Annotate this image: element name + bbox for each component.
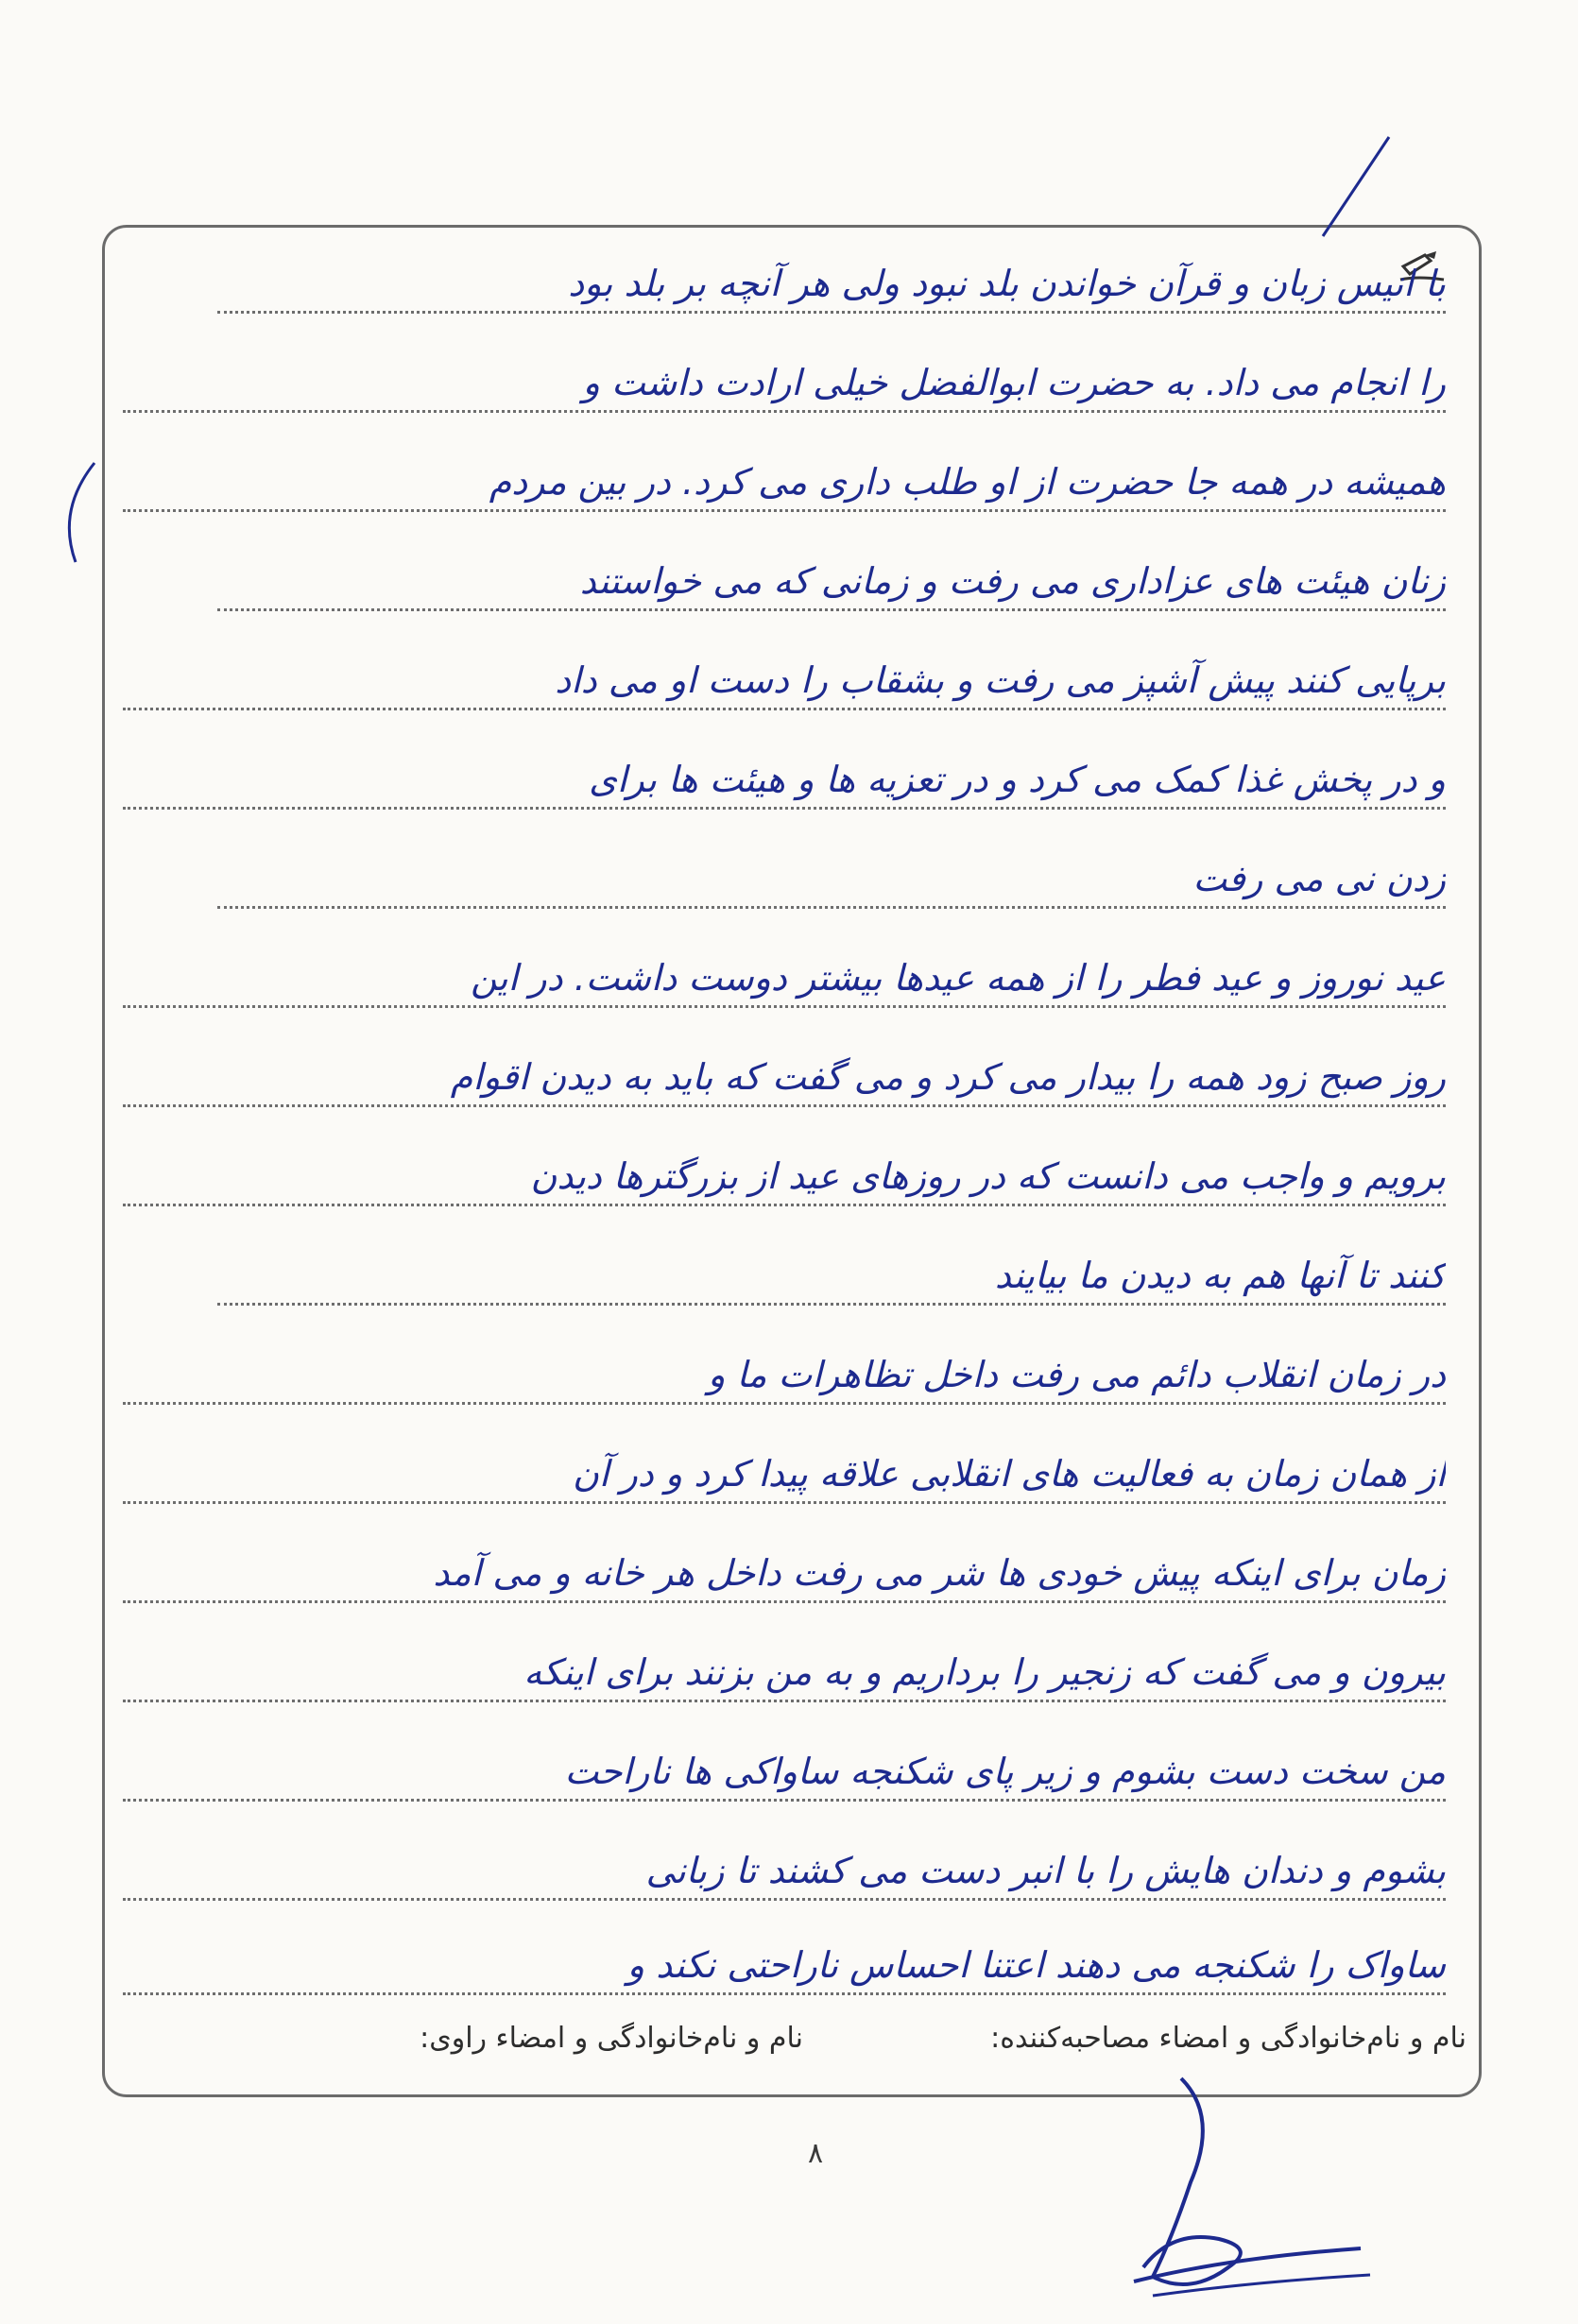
line-text: ساواک را شکنجه می دهند اعتنا احساس ناراحتی نکند و: [626, 1944, 1446, 1986]
line-text: کنند تا آنها هم به دیدن ما بیایند: [994, 1255, 1446, 1296]
text-line: [123, 1344, 1446, 1410]
text-line: [217, 253, 1446, 319]
text-line: [123, 1047, 1446, 1113]
text-line: [123, 1146, 1446, 1212]
text-line: [123, 1543, 1446, 1609]
handwritten-signature: [1115, 2059, 1398, 2305]
text-line: [217, 551, 1446, 617]
narrator-signature-label: نام و نام‌خانوادگی و امضاء راوی:: [420, 2022, 803, 2055]
page-number: ۸: [808, 2137, 824, 2170]
text-line: [123, 1741, 1446, 1807]
line-text: بیرون و می گفت که زنجیر را برداریم و به من بزنند برای اینکه: [523, 1651, 1446, 1693]
line-text: و در پخش غذا کمک می کرد و در تعزیه ها و هیئت ها برای: [589, 759, 1446, 800]
line-text: روز صبح زود همه را بیدار می کرد و می گفت که باید به دیدن اقوام: [450, 1056, 1446, 1098]
margin-curve-mark: [38, 453, 113, 567]
line-text: با انیس زبان و قرآن خواندن بلد نبود ولی هر آنچه بر بلد بود: [568, 263, 1446, 304]
line-text: از همان زمان به فعالیت های انقلابی علاقه پیدا کرد و در آن: [572, 1453, 1446, 1495]
text-line: [123, 749, 1446, 815]
text-line: [123, 948, 1446, 1014]
text-line: [123, 650, 1446, 716]
line-text: همیشه در همه جا حضرت از او طلب داری می کرد. در بین مردم: [489, 461, 1446, 503]
line-text: بشوم و دندان هایش را با انبر دست می کشند تا زبانی: [645, 1850, 1446, 1891]
text-line: [217, 848, 1446, 914]
line-text: زدن نی می رفت: [1192, 858, 1446, 899]
line-text: را انجام می داد. به حضرت ابوالفضل خیلی ارادت داشت و: [582, 362, 1446, 403]
line-text: در زمان انقلاب دائم می رفت داخل تظاهرات ما و: [708, 1354, 1446, 1395]
text-line: [123, 352, 1446, 419]
text-line: [123, 1935, 1446, 2001]
interviewer-signature-label: نام و نام‌خانوادگی و امضاء مصاحبه‌کننده:: [990, 2022, 1467, 2055]
text-line: [123, 1840, 1446, 1906]
text-line: [123, 1642, 1446, 1708]
text-line: [123, 1444, 1446, 1510]
line-text: برپایی کنند پیش آشپز می رفت و بشقاب را دست او می داد: [555, 659, 1446, 701]
line-text: من سخت دست بشوم و زیر پای شکنجه ساواکی ها ناراحت: [564, 1751, 1446, 1792]
text-line: [217, 1245, 1446, 1311]
margin-slash-mark: [1304, 132, 1398, 246]
line-text: زمان برای اینکه پیش خودی ها شر می رفت داخل هر خانه و می آمد: [433, 1552, 1446, 1594]
text-line: [123, 452, 1446, 518]
line-text: عید نوروز و عید فطر را از همه عیدها بیشتر دوست داشت. در این: [471, 957, 1446, 999]
line-text: زنان هیئت های عزاداری می رفت و زمانی که می خواستند: [579, 560, 1446, 602]
line-text: برویم و واجب می دانست که در روزهای عید از بزرگترها دیدن: [530, 1155, 1446, 1197]
